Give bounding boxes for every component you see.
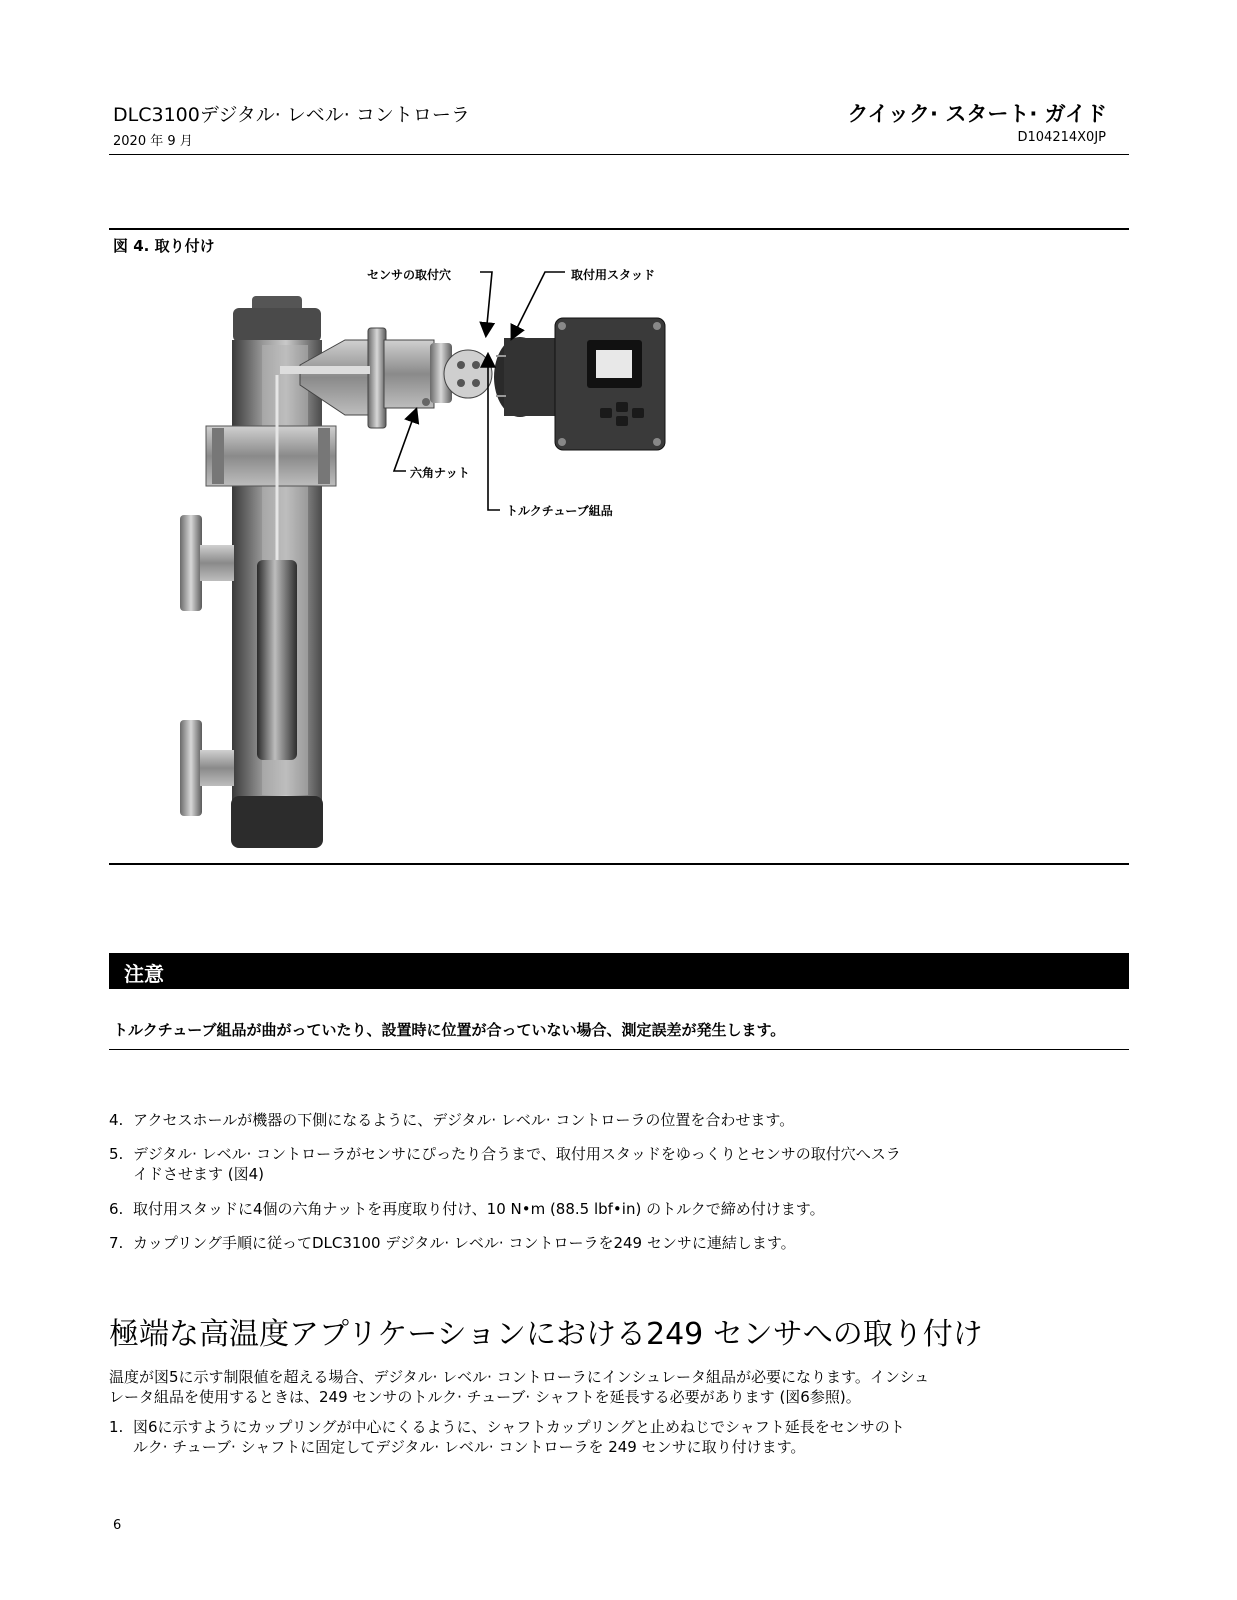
step-number: 5. [109, 1145, 124, 1163]
caution-text: トルクチューブ組品が曲がっていたり、設置時に位置が合っていない場合、測定誤差が発生します。 [113, 1021, 786, 1039]
page-number: 6 [113, 1518, 122, 1533]
step-number: 1. [109, 1418, 124, 1436]
callout-torque-tube: トルクチューブ組品 [506, 504, 613, 518]
guide-title: クイック· スタート· ガイド [847, 102, 1107, 126]
step-text: アクセスホールが機器の下側になるように、デジタル· レベル· コントローラの位置を合わせます。 [133, 1111, 795, 1129]
caution-bottom-rule [109, 1049, 1129, 1050]
step-number: 7. [109, 1234, 124, 1252]
step-text: 図6に示すようにカップリングが中心にくるように、シャフトカップリングと止めねじでシャフト延長をセンサのト [133, 1418, 905, 1436]
step-text: カップリング手順に従ってDLC3100 デジタル· レベル· コントローラを249 センサに連結します。 [133, 1234, 796, 1252]
step-number: 4. [109, 1111, 124, 1129]
section-paragraph [109, 1367, 1129, 1407]
step-item [109, 1417, 1133, 1457]
step-number: 6. [109, 1200, 124, 1218]
controller-unit [494, 318, 665, 450]
section-heading: 極端な高温度アプリケーションにおける249 センサへの取り付け [109, 1317, 983, 1352]
step-text: イドさせます (図4) [133, 1165, 265, 1183]
callout-mounting-stud: 取付用スタッド [571, 268, 656, 282]
figure-title: 図 4. 取り付け [113, 237, 215, 255]
publication-date: 2020 年 9 月 [113, 134, 193, 149]
caution-banner [109, 953, 1129, 989]
step-item [109, 1110, 1133, 1130]
callout-hex-nut: 六角ナット [410, 466, 470, 480]
step-item [109, 1199, 1133, 1219]
step-text: デジタル· レベル· コントローラがセンサにぴったり合うまで、取付用スタッドをゆっくりとセンサの取付穴へスラ [133, 1145, 901, 1163]
figure-bottom-rule [109, 863, 1129, 865]
paragraph-line: レータ組品を使用するときは、249 センサのトルク· チューブ· シャフトを延長する必要があります (図6参照)。 [109, 1388, 861, 1406]
step-item [109, 1233, 1133, 1253]
paragraph-line: 温度が図5に示す制限値を超える場合、デジタル· レベル· コントローラにインシュレータ組品が必要になります。インシュ [109, 1368, 930, 1386]
callout-sensor-hole: センサの取付穴 [367, 268, 452, 282]
step-text: ルク· チューブ· シャフトに固定してデジタル· レベル· コントローラを 249 センサに取り付けます。 [133, 1438, 806, 1456]
document-title: DLC3100デジタル· レベル· コントローラ [113, 104, 470, 126]
document-number: D104214X0JP [1017, 130, 1106, 145]
step-item [109, 1144, 1133, 1184]
step-text: 取付用スタッドに4個の六角ナットを再度取り付け、10 N•m (88.5 lbf•in) のトルクで締め付けます。 [133, 1200, 825, 1218]
caution-label: 注意 [124, 962, 164, 986]
